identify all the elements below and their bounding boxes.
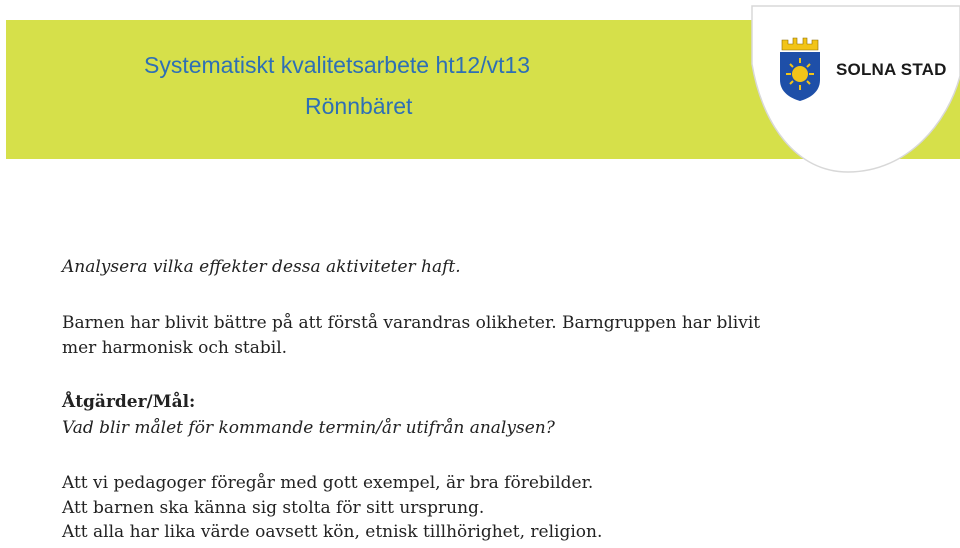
goal-item: Att barnen ska känna sig stolta för sitt ursprung. (62, 498, 485, 518)
analysis-prompt: Analysera vilka effekter dessa aktiviteter haft. (62, 257, 461, 277)
solna-coat-of-arms-icon (776, 36, 824, 102)
analysis-text-line-1: Barnen har blivit bättre på att förstå varandras olikheter. Barngruppen har blivit (62, 313, 761, 333)
page-title: Systematiskt kvalitetsarbete ht12/vt13 (144, 52, 531, 78)
analysis-text-line-2: mer harmonisk och stabil. (62, 338, 288, 358)
logo-text: SOLNA STAD (836, 60, 947, 79)
actions-prompt: Vad blir målet för kommande termin/år utifrån analysen? (62, 418, 555, 438)
page-subtitle: Rönnbäret (305, 93, 413, 119)
goal-item: Att alla har lika värde oavsett kön, etnisk tillhörighet, religion. (62, 522, 603, 542)
goal-item: Att vi pedagoger föregår med gott exempel, är bra förebilder. (62, 473, 594, 493)
actions-heading: Åtgärder/Mål: (62, 392, 196, 412)
